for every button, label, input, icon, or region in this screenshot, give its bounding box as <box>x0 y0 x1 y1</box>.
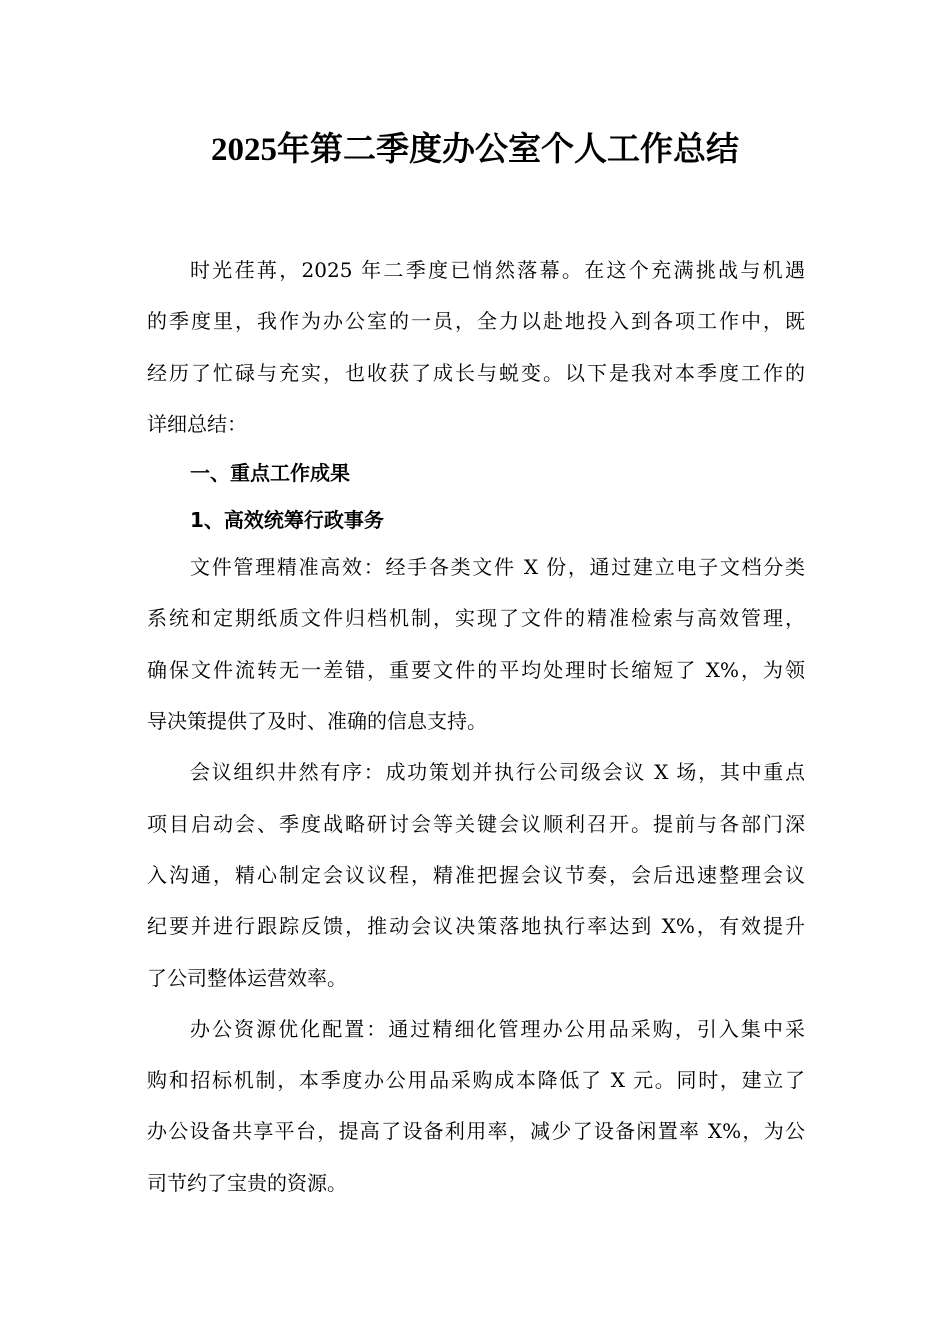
text-line: 项目启动会、季度战略研讨会等关键会议顺利召开。提前与各部门深 <box>147 811 805 836</box>
text-line: 司节约了宝贵的资源。 <box>147 1170 347 1195</box>
text-line: 的季度里，我作为办公室的一员，全力以赴地投入到各项工作中，既 <box>147 309 805 334</box>
text-line: 办公设备共享平台，提高了设备利用率，减少了设备闲置率 X%，为公 <box>147 1119 805 1144</box>
text-line: 购和招标机制，本季度办公用品采购成本降低了 X 元。同时，建立了 <box>147 1068 805 1093</box>
text-line: 时光荏苒，2025 年二季度已悄然落幕。在这个充满挑战与机遇 <box>190 258 805 282</box>
intro-paragraph <box>147 245 805 450</box>
text-line: 纪要并进行跟踪反馈，推动会议决策落地执行率达到 X%，有效提升 <box>147 914 805 939</box>
text-line: 详细总结： <box>147 411 247 436</box>
document-body <box>147 245 805 1209</box>
paragraph-meeting-organization <box>147 747 805 1003</box>
text-line: 导决策提供了及时、准确的信息支持。 <box>147 709 487 734</box>
text-line: 入沟通，精心制定会议议程，精准把握会议节奏，会后迅速整理会议 <box>147 862 805 887</box>
text-line: 文件管理精准高效：经手各类文件 X 份，通过建立电子文档分类 <box>190 555 805 580</box>
text-line: 系统和定期纸质文件归档机制，实现了文件的精准检索与高效管理， <box>147 606 805 631</box>
paragraph-resource-allocation <box>147 1004 805 1209</box>
subsection-heading: 1、高效统筹行政事务 <box>190 508 384 533</box>
text-line: 确保文件流转无一差错，重要文件的平均处理时长缩短了 X%，为领 <box>147 657 805 682</box>
document-title: 2025年第二季度办公室个人工作总结 <box>211 132 739 168</box>
text-line: 会议组织井然有序：成功策划并执行公司级会议 X 场，其中重点 <box>190 760 805 785</box>
text-line: 办公资源优化配置：通过精细化管理办公用品采购，引入集中采 <box>190 1016 805 1041</box>
text-line: 经历了忙碌与充实，也收获了成长与蜕变。以下是我对本季度工作的 <box>147 360 805 385</box>
text-line: 了公司整体运营效率。 <box>147 965 347 990</box>
section-heading: 一、重点工作成果 <box>190 461 350 486</box>
paragraph-file-management <box>147 542 805 747</box>
